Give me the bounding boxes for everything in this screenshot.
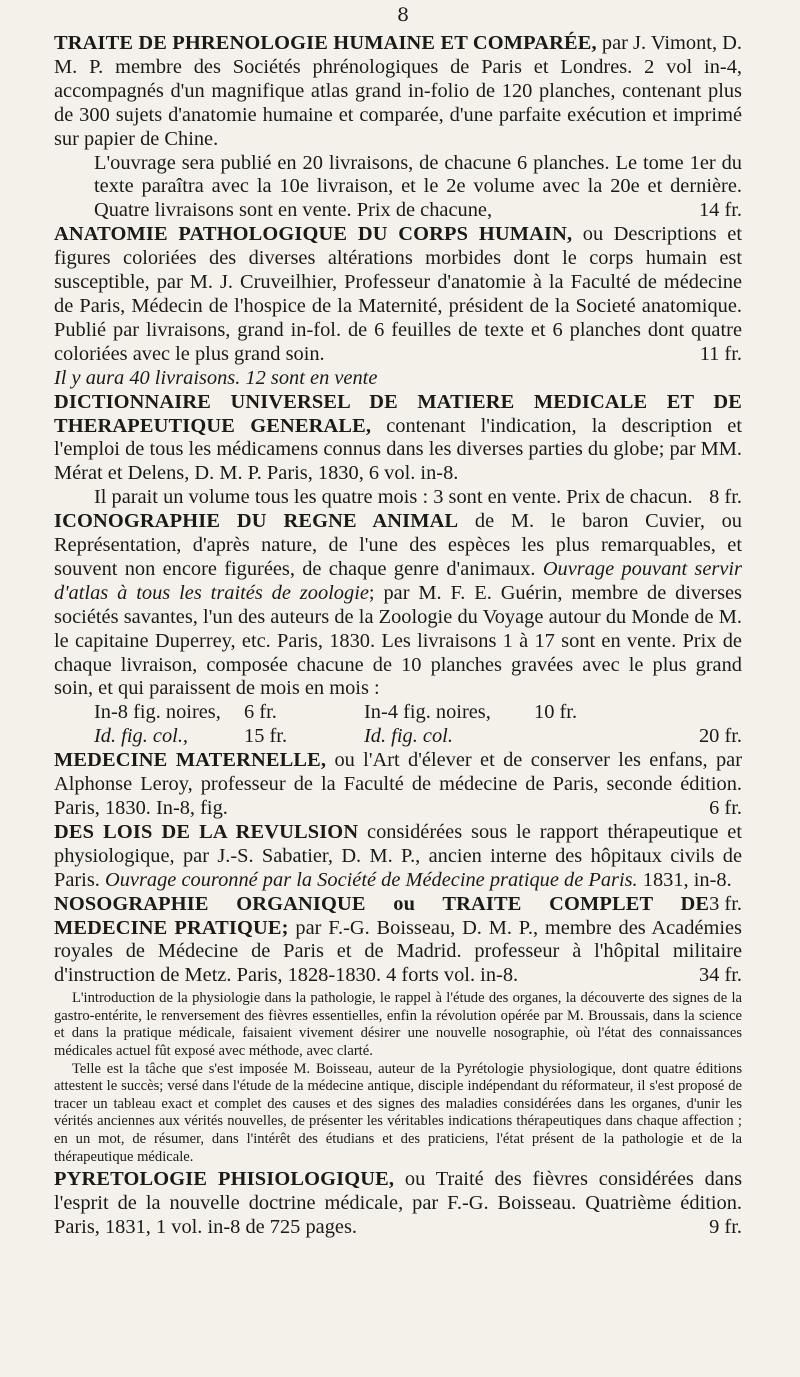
entry-commentary — [54, 990, 742, 1166]
price-label: In-8 fig. noires, — [94, 701, 221, 724]
price-label: Id. fig. col. — [364, 725, 453, 748]
entry-price: 34 fr. — [698, 964, 742, 987]
entry-description: par F.-G. Boisseau, D. M. P., membre des Académies royales de Médecine de Paris et de Madrid. professeur à l'hôpital militaire d'instruction de Metz. Paris, 1828-1830. 4 forts vol. in-8. — [54, 916, 742, 987]
catalogue-entry-medecine-maternelle — [54, 749, 742, 821]
entry-note: Il y aura 40 livraisons. 12 sont en vente — [54, 366, 378, 389]
entry-price: 14 fr. — [698, 199, 742, 222]
entry-description: considérées sous le rapport thérapeutique et physiologique, par J.-S. Sabatier, D. M. P., ancien interne des hôpitaux civils de Paris. — [54, 820, 742, 891]
entry-title: NOSOGRAPHIE ORGANIQUE ou TRAITE COMPLET DE MEDECINE PRATIQUE; — [54, 892, 710, 939]
entry-description: de M. le baron Cuvier, ou Représentation, d'après nature, de l'une des espèces les plus remarquables, et souvent non encore figurées, de chaque genre d'animaux. — [54, 510, 742, 580]
entry-note: Il parait un volume tous les quatre mois : 3 sont en vente. Prix de chacun. 8 fr. — [94, 486, 742, 509]
entry-title: ICONOGRAPHIE DU REGNE ANIMAL — [54, 510, 459, 533]
entry-title: PYRETOLOGIE PHISIOLOGIQUE, — [54, 1168, 395, 1191]
entry-description: ou Descriptions et figures coloriées des diverses altérations morbides dont le corps humain est susceptible, par M. J. Cruveilhier, Professeur d'anatomie à la Faculté de médecine de Paris, Médecin de l'hospice de la Maternité, président de la Societé anatomique. Publié par livraisons, grand in-fol. de 6 feuilles de texte et 6 planches dont quatre coloriées avec le plus grand soin. — [54, 223, 743, 365]
entry-subtitle: Ouvrage pouvant servir d'atlas à tous les traités de zoologie — [54, 557, 742, 604]
entry-price: 8 fr. — [709, 486, 742, 509]
entry-title: DICTIONNAIRE UNIVERSEL DE MATIERE MEDICALE ET DE THERAPEUTIQUE GENERALE, — [54, 390, 742, 437]
commentary-paragraph: Telle est la tâche que s'est imposée M. Boisseau, auteur de la Pyrétologie physiologique, dont quatre éditions attestent le succès; versé dans l'étude de la médecine antique, disciple indépendant du réformateur, il s'est proposé de tracer un tableau exact et complet des causes et des signes des maladies considérées dans les organes, d'unir les vérités anciennes aux vérités nouvelles, de présenter les véritables indications thérapeutiques dans chaque affection ; en un mot, de résumer, dans l'intérêt des étudians et des praticiens, l'état présent de la pathologie et de la thérapeutique médicale. — [54, 1060, 742, 1165]
catalogue-entry-dictionnaire-matiere-medicale — [54, 391, 742, 511]
entry-subtitle: Ouvrage couronné par la Société de Médecine pratique de Paris. — [105, 868, 638, 891]
price-value: 20 fr. — [698, 725, 742, 748]
entry-title: MEDECINE MATERNELLE, — [54, 749, 327, 772]
entry-description: contenant l'indication, la description et l'emploi de tous les médicamens connus dans les diverses parties du globe; par MM. Mérat et Delens, D. M. P. Paris, 1830, 6 vol. in-8. — [54, 414, 742, 485]
price-label: Id. fig. col., — [94, 725, 189, 748]
entry-note: L'ouvrage sera publié en 20 livraisons, de chacune 6 planches. Le tome 1er du texte paraîtra avec la 10e livraison, et le 2e volume avec la 20e et dernière. Quatre livraisons sont en vente. Prix de chacune, 14 fr. — [94, 151, 742, 222]
catalogue-entry-anatomie-pathologique — [54, 223, 742, 390]
entry-title: TRAITE DE PHRENOLOGIE HUMAINE ET COMPARÉE, — [54, 32, 597, 54]
catalogue-entry-nosographie-organique — [54, 893, 742, 989]
entry-price: 9 fr. — [709, 1216, 742, 1238]
catalogue-entry-traite-phrenologie — [54, 32, 742, 223]
price-value: 15 fr. — [244, 725, 288, 748]
page-number: 8 — [396, 4, 410, 26]
entry-description-continued: 1831, in-8. — [637, 868, 732, 891]
entry-price: 11 fr. — [699, 342, 742, 365]
catalogue-entry-lois-revulsion — [54, 820, 742, 915]
catalogue-entry-pyretologie — [54, 1168, 742, 1240]
entry-price: 3 fr. — [709, 892, 742, 915]
entry-description-continued: ; par M. F. E. Guérin, membre de diverses sociétés savantes, l'un des auteurs de la Zoologie du Voyage autour du Monde de M. le capitaine Duperrey, etc. Paris, 1830. Les livraisons 1 à 17 sont en vente. Prix de chaque livraison, composée chacune de 10 planches gravées avec le plus grand soin, et qui paraissent de mois en mois : — [54, 581, 742, 700]
entry-description: par J. Vimont, D. M. P. membre des Sociétés phrénologiques de Paris et Londres. 2 vol in-4, accompagnés d'un magnifique atlas grand in-folio de 120 planches, contenant plus de 300 sujets d'anatomie humaine et comparée, d'une parfaite exécution et imprimé sur papier de Chine. — [54, 32, 742, 150]
commentary-paragraph: L'introduction de la physiologie dans la pathologie, le rappel à l'étude des organes, la découverte des signes de la gastro-entérite, le renversement des fièvres essentielles, enfin la révolution opérée par M. Broussais, dans la science et dans la pratique médicale, faisaient vivement désirer une nouvelle nosographie, où l'état des connaissances médicales actuel fût exposé avec méthode, avec clarté. — [54, 990, 742, 1060]
entry-price: 6 fr. — [709, 797, 742, 819]
price-value: 10 fr. — [534, 701, 578, 724]
entry-description: ou Traité des fièvres considérées dans l'esprit de la nouvelle doctrine médicale, par F.-G. Boisseau. Quatrième édition. Paris, 1831, 1 vol. in-8 de 725 pages. — [54, 1168, 743, 1238]
price-label: In-4 fig. noires, — [364, 701, 491, 724]
price-table — [54, 701, 742, 749]
entry-title: ANATOMIE PATHOLOGIQUE DU CORPS HUMAIN, — [54, 223, 573, 246]
catalogue-entry-iconographie-regne-animal — [54, 510, 742, 749]
entry-description: ou l'Art d'élever et de conserver les enfans, par Alphonse Leroy, professeur de la Faculté de médecine de Paris, seconde édition. Paris, 1830. In-8, fig. — [54, 749, 742, 819]
price-value: 6 fr. — [244, 701, 277, 724]
entry-title: DES LOIS DE LA REVULSION — [54, 820, 359, 843]
